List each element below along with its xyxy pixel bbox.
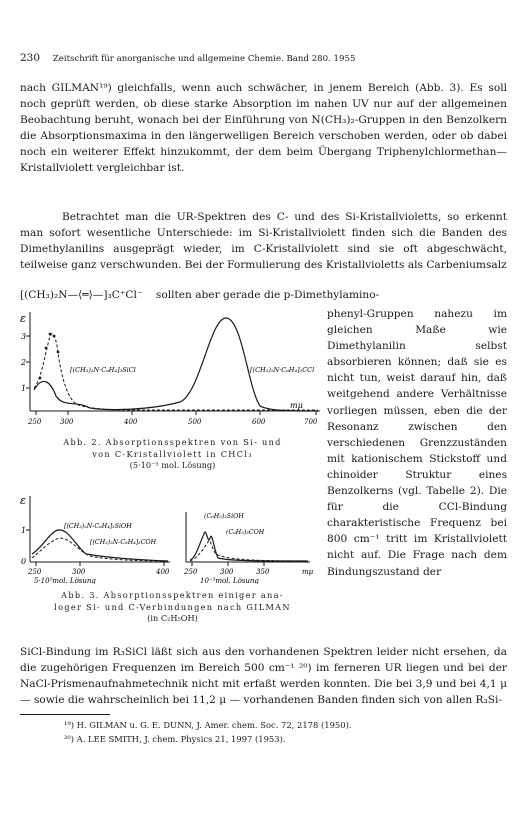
fig3-right-tick-350: 350 bbox=[256, 568, 270, 576]
formula-line bbox=[20, 289, 507, 301]
fig2-label-c: [(CH₃)₂N·C₆H₄]₃CCl bbox=[250, 366, 315, 374]
journal-title: Zeitschrift für anorganische und allgemeine Chemie. Band 280. 1955 bbox=[52, 54, 356, 64]
fig2-y-tick-2: 2 bbox=[21, 358, 27, 367]
right-column-text: phenyl-Gruppen nahezu im gleichen Maße wie Dimethylanilin selbst absorbieren können; daß sie es nicht tun, weist darauf hin, daß weitgehend andere Verhältnisse vorliegen müssen, eben die der Resonanz zwischen den verschiedenen Grenzzuständen mit kationischem Stickstoff und chinoider Struktur eines Benzolkerns (vgl. Tabelle 2). Die für die CCl-Bindung charakteristische Frequenz bei 800 cm⁻¹ tritt im Kristallviolett nicht auf. Die Frage nach dem Bindungszustand der bbox=[327, 308, 507, 578]
fig3-y-tick-1: 1 bbox=[21, 526, 27, 535]
fig2-caption-line-1: Abb. 2. Absorptionsspektren von Si- und bbox=[63, 437, 282, 447]
fig2-caption-line-2: von C-Kristallviolett in CHCl₃ bbox=[92, 448, 253, 459]
paragraph-2: Betrachtet man die UR-Spektren des C- und des Si-Kristallvioletts, so erkennt man sofort wesentliche Unterschiede: im Si-Kristallviolett finden sich die Banden des Dimethylanilins ausgeprägt wieder, im C-Kristallviolett sind sie oft abgeschwächt, teilweise ganz verschwunden. Bei der Formulierung des Kristallvioletts als Carbeniumsalz bbox=[20, 211, 507, 272]
fig3-caption-line-1: Abb. 3. Absorptionsspektren einiger ana- bbox=[61, 590, 284, 600]
footnote-20-text: A. LEE SMITH, J. chem. Physics 21, 1997 (1953). bbox=[76, 734, 286, 744]
fig3-ph-si-curve bbox=[190, 532, 308, 561]
fig3-y-label: ε bbox=[20, 494, 26, 507]
fig3-right-scale: 10⁻³mol. Lösung bbox=[200, 577, 259, 584]
paragraph-1: nach GILMAN¹⁹) gleichfalls, wenn auch schwächer, in jenem Bereich (Abb. 3). Es soll noch geprüft werden, ob diese starke Absorption im nahen UV nur auf der allgemeinen Beobachtung beruht, wonach bei der Einführung von N(CH₃)₂-Gruppen in den Benzolkern die Absorptionsmaxima in den längerwelligen Bereich verschoben werden, oder ob dabei noch ein weiterer Effekt hinzukommt, der dem beim Übergang Triphenylchlormethan—Kristallviolett vergleichbar ist. bbox=[20, 82, 507, 175]
fig2-x-tick-250: 250 bbox=[28, 418, 42, 426]
fig3-left-tick-400: 400 bbox=[156, 568, 170, 576]
fig2-label-si: [(CH₃)₂N·C₆H₄]₃SiCl bbox=[70, 366, 136, 374]
footnote-20-number: ²⁰) bbox=[64, 734, 74, 744]
fig2-x-unit: mμ bbox=[290, 401, 303, 410]
fig3-caption-line-3: (in C₂H₅OH) bbox=[147, 613, 198, 623]
fig2-y-tick-1: 1 bbox=[21, 384, 27, 393]
footnote-20 bbox=[64, 734, 286, 744]
fig3-y-tick-0: 0 bbox=[21, 557, 27, 566]
fig3-x-unit: mμ bbox=[302, 568, 314, 576]
fig2-x-tick-300: 300 bbox=[60, 418, 74, 426]
crystal-violet-formula: [(CH₃)₂N—⟨═⟩—]₃C⁺Cl⁻ bbox=[20, 289, 143, 301]
fig3-right-tick-300: 300 bbox=[220, 568, 234, 576]
fig2-caption-line-3: (5·10⁻⁵ mol. Lösung) bbox=[129, 460, 216, 470]
fig3-left-tick-300: 300 bbox=[72, 568, 86, 576]
figure-2-spectrum bbox=[20, 308, 325, 432]
footnote-rule bbox=[20, 714, 110, 715]
figure-3-spectrum bbox=[20, 492, 325, 584]
fig2-x-tick-600: 600 bbox=[252, 418, 266, 426]
fig3-label-c: [(CH₃)₂N-C₆H₄]₃COH bbox=[90, 539, 157, 546]
fig2-y-label: ε bbox=[20, 312, 26, 325]
fig3-label-ph-si: (C₆H₅)₃SiOH bbox=[204, 513, 244, 520]
fig3-left-scale: 5·10⁵mol. Lösung bbox=[34, 577, 96, 584]
fig3-label-ph-c: (C₆H₅)₃COH bbox=[226, 529, 265, 536]
running-header bbox=[20, 52, 460, 64]
fig3-label-si: [(CH₃)₂N-C₆H₄]₃SiOH bbox=[64, 523, 132, 530]
fig2-x-tick-500: 500 bbox=[188, 418, 202, 426]
fig3-right-tick-250: 250 bbox=[184, 568, 198, 576]
footnote-19 bbox=[64, 720, 352, 730]
footnote-19-text: H. GILMAN u. G. E. DUNN, J. Amer. chem. Soc. 72, 2178 (1950). bbox=[76, 720, 352, 730]
fig2-c-curve bbox=[34, 318, 318, 411]
formula-line-text: sollten aber gerade die p-Dimethylamino- bbox=[155, 289, 380, 301]
fig2-x-tick-700: 700 bbox=[304, 418, 318, 426]
fig2-y-tick-3: 3 bbox=[21, 332, 27, 341]
footnote-19-number: ¹⁹) bbox=[64, 720, 74, 730]
page-number: 230 bbox=[20, 52, 41, 64]
fig3-caption-line-2: loger Si- und C-Verbindungen nach GILMAN bbox=[54, 601, 291, 612]
paragraph-3: SiCl-Bindung im R₃SiCl läßt sich aus den vorhandenen Spektren leider nicht ersehen, da die zugehörigen Frequenzen im Bereich 500 cm⁻¹ ²⁰) im ferneren UR liegen und bei der NaCl-Prismenaufnahmetechnik nicht mit erfaßt werden konnten. Die bei 3,9 und bei 4,1 μ — sowie die wahrscheinlich bei 11,2 μ — vorhandenen Banden finden sich von allen R₃Si- bbox=[20, 646, 507, 707]
fig3-ph-c-curve bbox=[190, 541, 308, 561]
fig2-x-tick-400: 400 bbox=[124, 418, 138, 426]
figure-3-caption bbox=[20, 590, 325, 625]
figure-2-caption bbox=[20, 437, 325, 472]
fig3-left-tick-250: 250 bbox=[28, 568, 42, 576]
